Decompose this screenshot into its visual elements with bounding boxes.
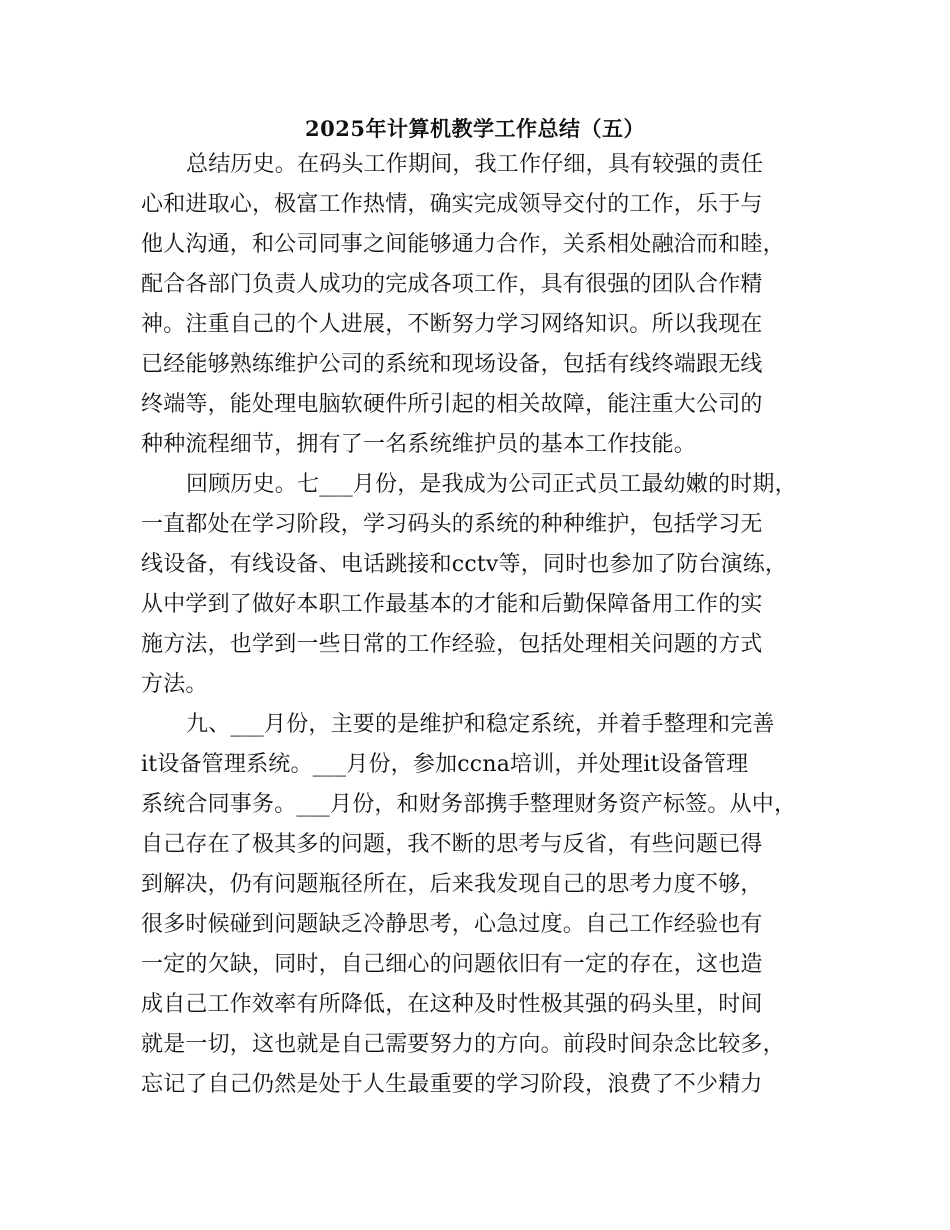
paragraph-1-line-2: 心和进取心，极富工作热情，确实完成领导交付的工作，乐于与: [141, 192, 763, 217]
paragraph-3-line-4: 自己存在了极其多的问题，我不断的思考与反省，有些问题已得: [141, 832, 763, 857]
document-title: 2025年计算机教学工作总结（五）: [305, 116, 645, 141]
paragraph-1-line-8: 种种流程细节，拥有了一名系统维护员的基本工作技能。: [141, 432, 697, 457]
paragraph-2-line-3: 线设备，有线设备、电话跳接和cctv等，同时也参加了防台演练，: [141, 552, 788, 577]
paragraph-3-line-3: 系统合同事务。___月份，和财务部携手整理财务资产标签。从中，: [141, 792, 797, 817]
paragraph-3-line-10: 忘记了自己仍然是处于人生最重要的学习阶段，浪费了不少精力: [141, 1072, 763, 1097]
paragraph-3-line-6: 很多时候碰到问题缺乏冷静思考，心急过度。自己工作经验也有: [141, 912, 763, 937]
paragraph-1-line-1: 总结历史。在码头工作期间，我工作仔细，具有较强的责任: [186, 152, 764, 177]
paragraph-3-line-7: 一定的欠缺，同时，自己细心的问题依旧有一定的存在，这也造: [141, 952, 763, 977]
paragraph-2-line-4: 从中学到了做好本职工作最基本的才能和后勤保障备用工作的实: [141, 592, 763, 617]
paragraph-2-line-6: 方法。: [141, 672, 208, 697]
paragraph-3-line-2: it设备管理系统。___月份，参加ccna培训，并处理it设备管理: [141, 752, 749, 777]
paragraph-1-line-3: 他人沟通，和公司同事之间能够通力合作，关系相处融洽而和睦，: [141, 232, 785, 257]
paragraph-2-line-5: 施方法，也学到一些日常的工作经验，包括处理相关问题的方式: [141, 632, 763, 657]
paragraph-3-line-5: 到解决，仍有问题瓶径所在，后来我发现自己的思考力度不够，: [141, 872, 763, 897]
paragraph-2-line-1: 回顾历史。七___月份，是我成为公司正式员工最幼嫩的时期，: [186, 472, 797, 497]
paragraph-3-line-1: 九、___月份，主要的是维护和稳定系统，并着手整理和完善: [186, 712, 775, 737]
paragraph-3-line-8: 成自己工作效率有所降低，在这种及时性极其强的码头里，时间: [141, 992, 763, 1017]
paragraph-1-line-6: 已经能够熟练维护公司的系统和现场设备，包括有线终端跟无线: [141, 352, 763, 377]
paragraph-2-line-2: 一直都处在学习阶段，学习码头的系统的种种维护，包括学习无: [141, 512, 763, 537]
paragraph-1-line-4: 配合各部门负责人成功的完成各项工作，具有很强的团队合作精: [141, 272, 763, 297]
paragraph-1-line-7: 终端等，能处理电脑软硬件所引起的相关故障，能注重大公司的: [141, 392, 763, 417]
paragraph-3-line-9: 就是一切，这也就是自己需要努力的方向。前段时间杂念比较多，: [141, 1032, 785, 1057]
paragraph-1-line-5: 神。注重自己的个人进展，不断努力学习网络知识。所以我现在: [141, 312, 763, 337]
